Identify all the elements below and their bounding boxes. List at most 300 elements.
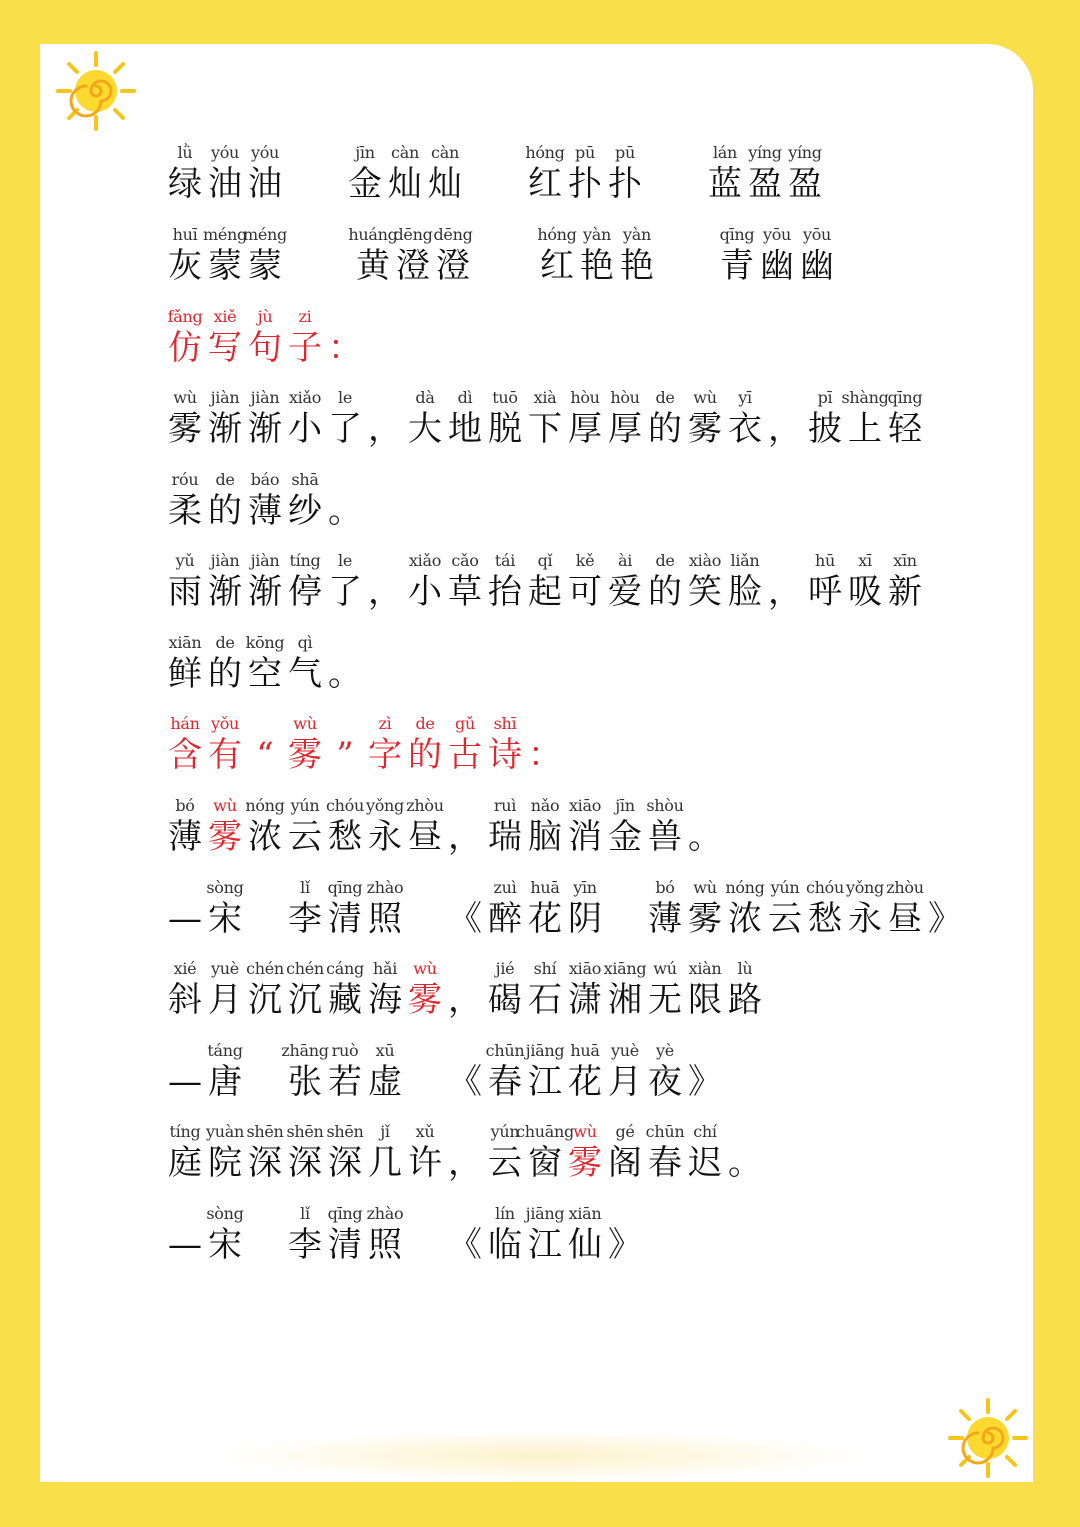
pinyin: róu — [171, 470, 199, 489]
hanzi-cell — [325, 1121, 365, 1183]
hanzi: 虚 — [368, 1062, 402, 1102]
pinyin: yóu — [250, 143, 280, 162]
hanzi: 金 — [608, 817, 642, 857]
hanzi: ， — [448, 817, 482, 857]
pinyin: lǐ — [300, 1204, 310, 1223]
pinyin: de — [215, 633, 235, 652]
hanzi-cell — [165, 958, 205, 1020]
hanzi: 《 — [448, 899, 482, 939]
pinyin: kě — [575, 551, 595, 570]
hanzi-cell — [205, 387, 245, 449]
hanzi: 阴 — [568, 899, 602, 939]
hanzi-cell — [165, 795, 205, 857]
pinyin: huā — [570, 1041, 600, 1060]
hanzi-cell — [205, 550, 245, 612]
word-group — [348, 224, 473, 286]
hanzi-cell — [845, 877, 885, 939]
hanzi-cell — [245, 306, 285, 368]
hanzi-cell — [485, 1203, 525, 1265]
hanzi-cell — [565, 387, 605, 449]
hanzi-cell — [325, 958, 365, 1020]
pinyin: yàn — [583, 225, 611, 244]
hanzi: 瑞 — [488, 817, 522, 857]
pinyin: jīn — [355, 143, 375, 162]
hanzi: 》 — [608, 1225, 642, 1265]
hanzi: — — [168, 1062, 202, 1102]
hanzi: 庭 — [168, 1143, 202, 1183]
pinyin: yè — [656, 1041, 674, 1060]
hanzi: 无 — [648, 980, 682, 1020]
hanzi-cell — [165, 224, 205, 286]
hanzi-cell — [405, 550, 445, 612]
hanzi-cell — [285, 550, 325, 612]
hanzi-cell — [785, 142, 825, 204]
pinyin: hóng — [525, 143, 565, 162]
hanzi-cell — [165, 877, 205, 939]
hanzi-cell — [348, 224, 398, 286]
pinyin: yǔ — [175, 551, 195, 570]
pinyin: fǎng — [167, 307, 203, 326]
hanzi-cell — [565, 550, 605, 612]
hanzi-cell — [525, 958, 565, 1020]
hanzi: 脱 — [488, 409, 522, 449]
word-group — [537, 224, 657, 286]
hanzi: 湘 — [608, 980, 642, 1020]
hanzi: 月 — [608, 1062, 642, 1102]
hanzi-cell — [245, 387, 285, 449]
hanzi: 雨 — [168, 572, 202, 612]
pinyin: nóng — [725, 878, 765, 897]
pinyin: cáng — [326, 959, 364, 978]
hanzi-cell — [485, 877, 525, 939]
pinyin: shēn — [286, 1122, 324, 1141]
hanzi: 雾 — [568, 1143, 602, 1183]
pinyin: lǜ — [177, 143, 193, 162]
hanzi-cell — [245, 713, 285, 775]
hanzi: 云 — [288, 817, 322, 857]
hanzi: 轻 — [888, 409, 922, 449]
pinyin: jié — [495, 959, 515, 978]
pinyin: liǎn — [730, 551, 760, 570]
hanzi-cell — [285, 713, 325, 775]
pinyin: wù — [693, 878, 717, 897]
hanzi: 昼 — [408, 817, 442, 857]
pinyin: gé — [615, 1122, 635, 1141]
sun-icon — [54, 49, 138, 133]
hanzi-cell — [285, 1121, 325, 1183]
hanzi: 潇 — [568, 980, 602, 1020]
hanzi: 上 — [848, 409, 882, 449]
hanzi-cell — [645, 1121, 685, 1183]
hanzi: 蒙 — [208, 246, 242, 286]
text-line — [165, 713, 565, 775]
pinyin: jiāng — [525, 1041, 565, 1060]
hanzi-cell — [165, 469, 205, 531]
hanzi-cell — [205, 142, 245, 204]
hanzi: 含 — [168, 735, 202, 775]
hanzi: 路 — [728, 980, 762, 1020]
hanzi-cell — [285, 632, 325, 694]
hanzi: 仿 — [168, 328, 202, 368]
pinyin: xǔ — [415, 1122, 435, 1141]
hanzi-cell — [285, 469, 325, 531]
hanzi: ” — [336, 735, 354, 775]
pinyin: jiàn — [250, 388, 280, 407]
pinyin: qǐ — [537, 551, 553, 570]
pinyin: bó — [655, 878, 675, 897]
hanzi-cell — [565, 1040, 605, 1102]
pinyin: wù — [173, 388, 197, 407]
pinyin: zuì — [493, 878, 517, 897]
hanzi-cell — [725, 1121, 765, 1183]
hanzi-cell — [705, 142, 745, 204]
hanzi: 红 — [528, 164, 562, 204]
hanzi-cell — [805, 387, 845, 449]
hanzi: 子 — [288, 328, 322, 368]
hanzi: ， — [368, 572, 402, 612]
pinyin: yuè — [611, 1041, 639, 1060]
hanzi-cell — [885, 387, 925, 449]
pinyin: yún — [290, 796, 320, 815]
pinyin: wù — [693, 388, 717, 407]
hanzi: 柔 — [168, 491, 202, 531]
pinyin: zì — [378, 714, 392, 733]
pinyin: jiàn — [210, 551, 240, 570]
hanzi: 吸 — [848, 572, 882, 612]
hanzi-cell — [565, 958, 605, 1020]
hanzi-cell — [537, 224, 577, 286]
hanzi: — — [168, 1225, 202, 1265]
pinyin: cǎo — [451, 551, 479, 570]
hanzi: 浓 — [728, 899, 762, 939]
pinyin: pū — [615, 143, 635, 162]
hanzi: 油 — [208, 164, 242, 204]
hanzi-cell — [245, 958, 285, 1020]
hanzi: ， — [768, 409, 802, 449]
hanzi-cell — [617, 224, 657, 286]
text-line — [165, 632, 365, 694]
hanzi-cell — [685, 877, 725, 939]
hanzi: 石 — [528, 980, 562, 1020]
hanzi: 灿 — [388, 164, 422, 204]
hanzi: 雾 — [168, 409, 202, 449]
pinyin: shā — [291, 470, 319, 489]
hanzi: 厚 — [568, 409, 602, 449]
hanzi-cell — [285, 387, 325, 449]
hanzi: 照 — [368, 899, 402, 939]
hanzi-cell — [285, 1203, 325, 1265]
pinyin: yuàn — [206, 1122, 244, 1141]
hanzi: ： — [328, 328, 362, 368]
hanzi-cell — [245, 224, 285, 286]
hanzi-cell — [405, 713, 445, 775]
word-group — [345, 142, 465, 204]
hanzi: 月 — [208, 980, 242, 1020]
hanzi: 消 — [568, 817, 602, 857]
hanzi-cell — [365, 387, 405, 449]
hanzi: 空 — [248, 654, 282, 694]
hanzi-cell — [325, 550, 365, 612]
page-glow — [210, 1430, 870, 1482]
hanzi-cell — [565, 877, 605, 939]
pinyin: pū — [575, 143, 595, 162]
hanzi-cell — [485, 387, 525, 449]
hanzi-cell — [841, 387, 889, 449]
text-line — [165, 387, 925, 449]
hanzi: 花 — [568, 1062, 602, 1102]
text-line — [165, 958, 765, 1020]
hanzi-cell — [525, 1203, 565, 1265]
hanzi-cell — [885, 550, 925, 612]
hanzi-cell — [285, 877, 325, 939]
pinyin: ruò — [331, 1041, 359, 1060]
hanzi: 深 — [248, 1143, 282, 1183]
hanzi-cell — [281, 1040, 329, 1102]
hanzi: 云 — [768, 899, 802, 939]
hanzi-cell — [445, 877, 485, 939]
hanzi: 江 — [528, 1225, 562, 1265]
hanzi: 扑 — [608, 164, 642, 204]
word-group — [165, 713, 565, 775]
hanzi-cell — [445, 1203, 485, 1265]
hanzi: 藏 — [328, 980, 362, 1020]
pinyin: hán — [170, 714, 200, 733]
hanzi-cell — [685, 387, 725, 449]
pinyin: tái — [494, 551, 516, 570]
hanzi-cell — [645, 958, 685, 1020]
pinyin: tíng — [169, 1122, 201, 1141]
hanzi-cell — [445, 1040, 485, 1102]
pinyin: zhòu — [886, 878, 924, 897]
pinyin: qīng — [887, 388, 923, 407]
hanzi: 《 — [448, 1062, 482, 1102]
hanzi: 新 — [888, 572, 922, 612]
pinyin: le — [338, 551, 352, 570]
hanzi: 春 — [488, 1062, 522, 1102]
hanzi: 深 — [328, 1143, 362, 1183]
hanzi: 笑 — [688, 572, 722, 612]
hanzi: 碣 — [488, 980, 522, 1020]
pinyin: chí — [693, 1122, 717, 1141]
hanzi-cell — [745, 142, 785, 204]
hanzi-cell — [405, 387, 445, 449]
hanzi-cell — [525, 142, 565, 204]
hanzi-cell — [565, 1203, 605, 1265]
pinyin: xū — [375, 1041, 395, 1060]
hanzi-cell — [645, 550, 685, 612]
hanzi-cell — [405, 877, 445, 939]
hanzi-cell — [405, 958, 445, 1020]
pinyin: sòng — [206, 1204, 244, 1223]
hanzi-cell — [165, 1203, 205, 1265]
hanzi: 海 — [368, 980, 402, 1020]
pinyin: xiǎo — [288, 388, 322, 407]
pinyin: xiǎo — [408, 551, 442, 570]
hanzi-cell — [325, 306, 365, 368]
pinyin: chūn — [485, 1041, 525, 1060]
hanzi: 脑 — [528, 817, 562, 857]
pinyin: yǒng — [365, 796, 405, 815]
hanzi-cell — [165, 713, 205, 775]
hanzi: 写 — [208, 328, 242, 368]
hanzi: 青 — [720, 246, 754, 286]
hanzi-cell — [605, 142, 645, 204]
hanzi-cell — [605, 550, 645, 612]
hanzi-cell — [205, 1121, 245, 1183]
hanzi-cell — [365, 958, 405, 1020]
text-line — [165, 1203, 645, 1265]
hanzi: 沉 — [248, 980, 282, 1020]
hanzi: 云 — [488, 1143, 522, 1183]
pinyin: xiāo — [568, 796, 602, 815]
pinyin: lín — [495, 1204, 515, 1223]
pinyin: wù — [293, 714, 317, 733]
hanzi: ， — [448, 1143, 482, 1183]
hanzi: 《 — [448, 1225, 482, 1265]
hanzi: 小 — [408, 572, 442, 612]
pinyin: jù — [257, 307, 273, 326]
hanzi: 几 — [368, 1143, 402, 1183]
pinyin: lù — [737, 959, 753, 978]
hanzi: 起 — [528, 572, 562, 612]
sun-icon — [946, 1396, 1030, 1480]
hanzi-cell — [285, 795, 325, 857]
pinyin: qīng — [327, 878, 363, 897]
word-group — [165, 1203, 645, 1265]
text-line — [165, 1040, 725, 1102]
pinyin: wù — [573, 1122, 597, 1141]
hanzi-cell — [605, 877, 645, 939]
hanzi-cell — [205, 958, 245, 1020]
hanzi: 。 — [328, 491, 362, 531]
text-line — [165, 142, 825, 204]
text-line — [165, 877, 965, 939]
hanzi: 》 — [688, 1062, 722, 1102]
hanzi-cell — [565, 142, 605, 204]
pinyin: yún — [490, 1122, 520, 1141]
hanzi-cell — [685, 795, 725, 857]
hanzi-cell — [245, 550, 285, 612]
hanzi: 了 — [328, 409, 362, 449]
hanzi: 小 — [288, 409, 322, 449]
pinyin: xiāng — [603, 959, 647, 978]
word-group — [165, 958, 765, 1020]
hanzi: 盈 — [788, 164, 822, 204]
hanzi: 渐 — [248, 409, 282, 449]
hanzi-cell — [165, 1040, 205, 1102]
hanzi: 。 — [728, 1143, 762, 1183]
word-group — [165, 142, 285, 204]
hanzi: 许 — [408, 1143, 442, 1183]
pinyin: huī — [172, 225, 198, 244]
pinyin: wú — [653, 959, 677, 978]
hanzi: 澄 — [396, 246, 430, 286]
pinyin: hòu — [570, 388, 600, 407]
hanzi: 纱 — [288, 491, 322, 531]
hanzi-cell — [245, 1203, 285, 1265]
hanzi: 清 — [328, 899, 362, 939]
pinyin: méng — [203, 225, 247, 244]
hanzi-cell — [645, 1040, 685, 1102]
text-line — [165, 1121, 765, 1183]
pinyin: chóu — [805, 878, 844, 897]
pinyin: qīng — [719, 225, 755, 244]
pinyin: ài — [617, 551, 633, 570]
hanzi: 春 — [648, 1143, 682, 1183]
hanzi-cell — [205, 1203, 245, 1265]
hanzi: 有 — [208, 735, 242, 775]
hanzi-cell — [205, 224, 245, 286]
text-line — [165, 306, 365, 368]
hanzi: 绿 — [168, 164, 202, 204]
hanzi: 蓝 — [708, 164, 742, 204]
hanzi: 艳 — [580, 246, 614, 286]
pinyin: yóu — [210, 143, 240, 162]
hanzi: “ — [256, 735, 274, 775]
hanzi: 停 — [288, 572, 322, 612]
hanzi: ： — [528, 735, 562, 775]
hanzi: 永 — [848, 899, 882, 939]
hanzi-cell — [205, 306, 245, 368]
hanzi-cell — [445, 795, 485, 857]
hanzi: 愁 — [808, 899, 842, 939]
hanzi-cell — [165, 142, 205, 204]
pinyin: shòu — [646, 796, 684, 815]
hanzi-cell — [525, 1040, 565, 1102]
pinyin: nǎo — [530, 796, 560, 815]
hanzi: ， — [768, 572, 802, 612]
hanzi-cell — [245, 469, 285, 531]
hanzi-cell — [845, 550, 885, 612]
hanzi-cell — [525, 877, 565, 939]
hanzi: 薄 — [648, 899, 682, 939]
hanzi: 的 — [208, 654, 242, 694]
hanzi: 。 — [688, 817, 722, 857]
hanzi: 的 — [648, 572, 682, 612]
pinyin: tuō — [492, 388, 518, 407]
hanzi-cell — [645, 877, 685, 939]
hanzi: 沉 — [288, 980, 322, 1020]
hanzi-cell — [165, 306, 205, 368]
pinyin: tíng — [289, 551, 321, 570]
hanzi: 灰 — [168, 246, 202, 286]
hanzi: 照 — [368, 1225, 402, 1265]
pinyin: jiàn — [210, 388, 240, 407]
pinyin: hǎi — [372, 959, 398, 978]
hanzi-cell — [325, 1203, 365, 1265]
hanzi-cell — [885, 877, 925, 939]
hanzi: 。 — [328, 654, 362, 694]
hanzi-cell — [325, 795, 365, 857]
pinyin: lán — [712, 143, 738, 162]
hanzi-cell — [285, 958, 325, 1020]
hanzi: 油 — [248, 164, 282, 204]
pinyin: wù — [213, 796, 237, 815]
hanzi: 厚 — [608, 409, 642, 449]
pinyin: chūn — [645, 1122, 685, 1141]
pinyin: xiāo — [568, 959, 602, 978]
hanzi-cell — [285, 306, 325, 368]
hanzi: 愁 — [328, 817, 362, 857]
pinyin: zhāng — [281, 1041, 329, 1060]
hanzi-cell — [525, 713, 565, 775]
hanzi: 雾 — [408, 980, 442, 1020]
word-group — [165, 224, 285, 286]
hanzi-cell — [365, 713, 405, 775]
hanzi-cell — [725, 958, 765, 1020]
hanzi-cell — [645, 387, 685, 449]
hanzi-cell — [393, 224, 433, 286]
